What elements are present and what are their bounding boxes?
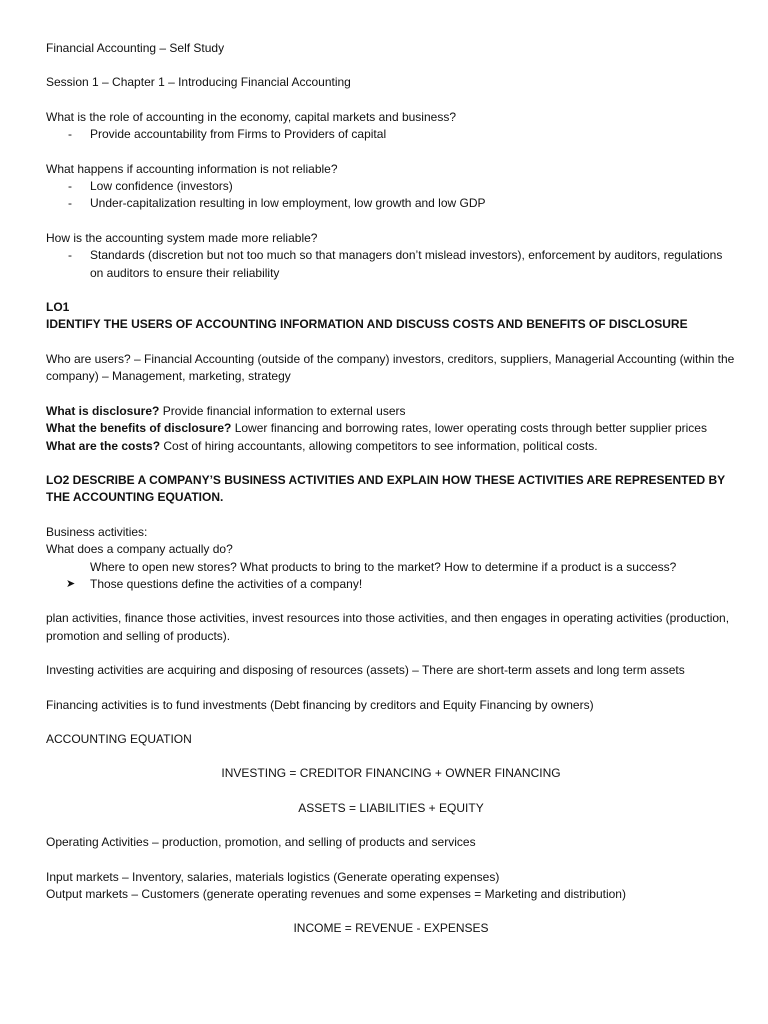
answer-text: Provide accountability from Firms to Providers of capital [90,127,387,142]
arrow-right-icon: ➤ [66,577,76,590]
company-question: What does a company actually do? [46,542,233,557]
lo2-heading: LO2 DESCRIBE A COMPANY’S BUSINESS ACTIVITIES AND EXPLAIN HOW THESE ACTIVITIES ARE REPRESENTED BY THE ACCOUNTING EQUATION. [46,472,725,505]
dash-icon: - [68,196,72,211]
doc-title: Financial Accounting – Self Study [46,41,225,55]
equation-income: INCOME = REVENUE - EXPENSES [293,921,489,936]
dash-icon: - [68,179,72,194]
plan-paragraph: plan activities, finance those activities, invest resources into those activities, and then engages in operating activities (production, promotion and selling of products). [46,611,730,643]
company-subquestions: Where to open new stores? What products to bring to the market? How to determine if a product is a success? [90,559,677,574]
answer-text: Standards (discretion but not too much so that managers don’t mislead investors), enforcement by auditors, regulations on auditors to ensure their reliability [90,248,723,280]
answer-item [46,247,736,282]
disclosure-answer: Provide financial information to external users [159,403,406,418]
costs-answer: Cost of hiring accountants, allowing competitors to see information, political costs. [160,438,598,453]
answer-item [46,195,736,212]
dash-icon: - [68,248,72,263]
answer-item [46,178,736,195]
question-role: What is the role of accounting in the economy, capital markets and business? [46,109,456,124]
question-reliability: What happens if accounting information is not reliable? [46,161,338,176]
financing-paragraph: Financing activities is to fund investments (Debt financing by creditors and Equity Financing by owners) [46,697,594,712]
costs-question: What are the costs? [46,438,161,453]
benefits-answer: Lower financing and borrowing rates, lower operating costs through better supplier prices [231,421,707,436]
benefits-question: What the benefits of disclosure? [46,421,232,436]
answer-text: Low confidence (investors) [90,179,233,194]
equation-assets: ASSETS = LIABILITIES + EQUITY [298,800,484,815]
arrow-item [46,576,736,593]
equation-investing: INVESTING = CREDITOR FINANCING + OWNER FINANCING [221,766,561,781]
lo1-heading: IDENTIFY THE USERS OF ACCOUNTING INFORMATION AND DISCUSS COSTS AND BENEFITS OF DISCLOSURE [46,317,688,332]
operating-paragraph: Operating Activities – production, promotion, and selling of products and services [46,835,476,850]
arrow-text: Those questions define the activities of a company! [90,576,363,591]
input-markets: Input markets – Inventory, salaries, materials logistics (Generate operating expenses) [46,869,500,884]
dash-icon: - [68,127,72,142]
disclosure-question: What is disclosure? [46,403,160,418]
benefits-line [46,420,736,437]
lo1-label: LO1 [46,300,70,315]
question-reliable-system: How is the accounting system made more reliable? [46,230,318,245]
costs-line [46,438,736,455]
answer-item [46,126,736,143]
disclosure-line [46,403,736,420]
accounting-equation-heading: ACCOUNTING EQUATION [46,731,192,746]
users-paragraph: Who are users? – Financial Accounting (outside of the company) investors, creditors, suppliers, Managerial Accounting (within the company) – Management, marketing, strategy [46,351,735,384]
business-activities-label: Business activities: [46,524,148,539]
output-markets: Output markets – Customers (generate operating revenues and some expenses = Marketing and distribution) [46,887,626,901]
document-page [46,40,736,938]
answer-text: Under-capitalization resulting in low employment, low growth and low GDP [90,196,486,211]
investing-paragraph: Investing activities are acquiring and disposing of resources (assets) – There are short-term assets and long term assets [46,663,685,678]
session-heading: Session 1 – Chapter 1 – Introducing Financial Accounting [46,75,351,90]
